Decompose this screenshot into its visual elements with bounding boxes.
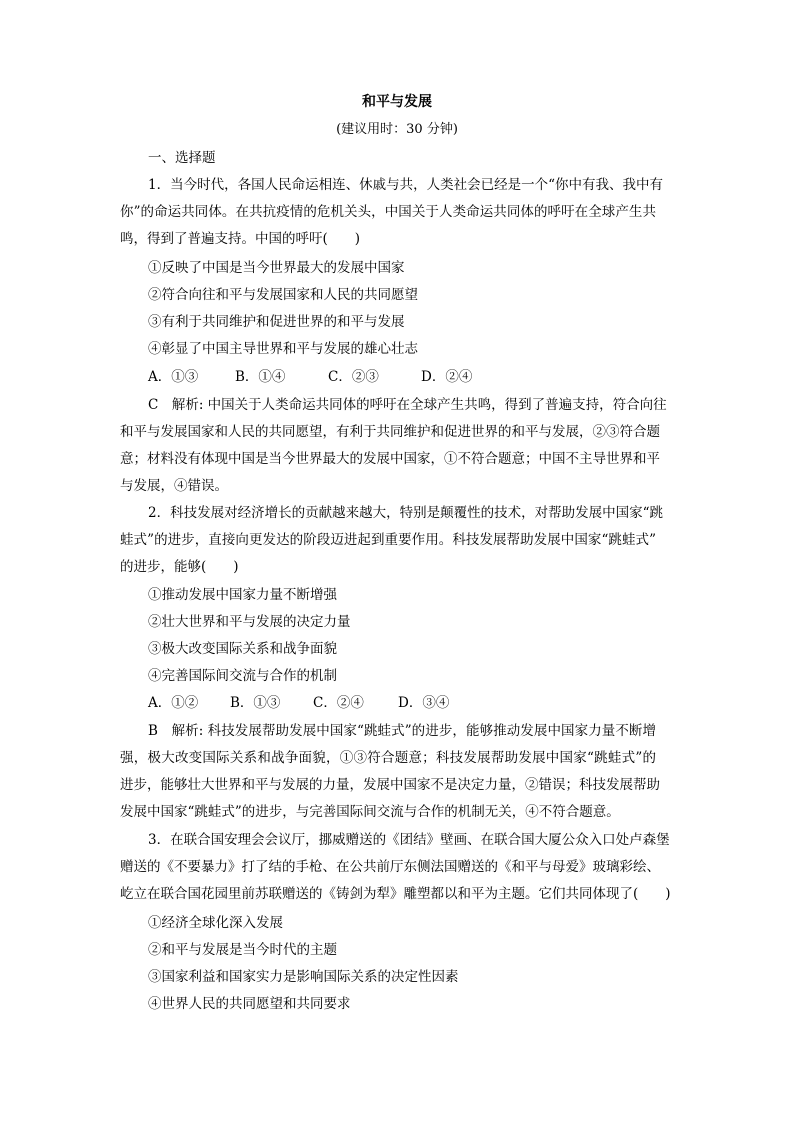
q2-stem-line: 的进步，能够( ) [120, 559, 239, 575]
section-heading: 一、选择题 [148, 150, 216, 166]
q2-choice-a: A．①② [148, 695, 199, 711]
q2-answer-line: 强，极大改变国际关系和战争面貌，①③符合题意；科技发展帮助发展中国家“跳蛙式”的 [120, 750, 656, 766]
q2-answer-line: 进步，能够壮大世界和平与发展的力量，发展中国家不是决定力量，②错误；科技发展帮助 [120, 777, 660, 793]
q2-choice-b: B．①③ [230, 695, 281, 711]
q2-choices [148, 693, 449, 713]
q1-answer-line: 与发展，④错误。 [120, 478, 228, 494]
q1-choice-c: C．②③ [328, 369, 379, 385]
q3-option-item: ②和平与发展是当今时代的主题 [148, 942, 337, 958]
q1-stem-line: 鸣，得到了普遍支持。中国的呼吁( ) [120, 231, 361, 247]
q2-stem-line: 蛙式”的进步，直接向更发达的阶段迈进起到重要作用。科技发展帮助发展中国家“跳蛙式” [120, 532, 656, 548]
q1-choices [148, 367, 472, 387]
q1-option-item: ②符合向往和平与发展国家和人民的共同愿望 [148, 287, 418, 303]
q3-stem-line: 赠送的《不要暴力》打了结的手枪、在公共前厅东侧法国赠送的《和平与母爱》玻璃彩绘、 [120, 859, 660, 875]
q1-option-item: ④彰显了中国主导世界和平与发展的雄心壮志 [148, 341, 418, 357]
q1-stem-line: 你”的命运共同体。在共抗疫情的危机关头，中国关于人类命运共同体的呼吁在全球产生共 [120, 204, 656, 220]
q3-stem-line: 屹立在联合国花园里前苏联赠送的《铸剑为犁》雕塑都以和平为主题。它们共同体现了( ) [120, 886, 671, 902]
q1-choice-d: D．②④ [421, 369, 473, 385]
q1-option-item: ③有利于共同维护和促进世界的和平与发展 [148, 314, 405, 330]
q3-stem-line: 3．在联合国安理会会议厅，挪威赠送的《团结》壁画、在联合国大厦公众入口处卢森堡 [148, 832, 670, 848]
q1-choice-a: A．①③ [148, 369, 199, 385]
q2-option-item: ③极大改变国际关系和战争面貌 [148, 641, 337, 657]
q2-choice-c: C．②④ [313, 695, 364, 711]
q3-option-item: ③国家利益和国家实力是影响国际关系的决定性因素 [148, 969, 459, 985]
q1-choice-b: B．①④ [235, 369, 286, 385]
q1-answer-line: 和平与发展国家和人民的共同愿望，有利于共同维护和促进世界的和平与发展，②③符合题 [120, 424, 660, 440]
q2-stem-line: 2．科技发展对经济增长的贡献越来越大，特别是颠覆性的技术，对帮助发展中国家“跳 [148, 505, 663, 521]
q2-option-item: ②壮大世界和平与发展的决定力量 [148, 614, 351, 630]
q2-option-item: ④完善国际间交流与合作的机制 [148, 668, 337, 684]
q3-option-item: ①经济全球化深入发展 [148, 915, 283, 931]
q3-option-item: ④世界人民的共同愿望和共同要求 [148, 996, 351, 1012]
q1-stem-line: 1．当今时代，各国人民命运相连、休戚与共，人类社会已经是一个“你中有我、我中有 [148, 177, 663, 193]
q2-option-item: ①推动发展中国家力量不断增强 [148, 587, 337, 603]
q1-answer-line: 意；材料没有体现中国是当今世界最大的发展中国家，①不符合题意；中国不主导世界和平 [120, 451, 660, 467]
page-title: 和平与发展 [362, 94, 432, 110]
q2-answer-line: 发展中国家“跳蛙式”的进步，与完善国际间交流与合作的机制无关，④不符合题意。 [120, 804, 620, 820]
page-subtitle: (建议用时：30 分钟) [336, 122, 458, 137]
q2-choice-d: D．③④ [398, 695, 450, 711]
q2-answer-line: B 解析: 科技发展帮助发展中国家“跳蛙式”的进步，能够推动发展中国家力量不断增 [148, 723, 656, 739]
q1-option-item: ①反映了中国是当今世界最大的发展中国家 [148, 260, 405, 276]
q1-answer-line: C 解析: 中国关于人类命运共同体的呼吁在全球产生共鸣，得到了普遍支持，符合向往 [148, 397, 667, 413]
